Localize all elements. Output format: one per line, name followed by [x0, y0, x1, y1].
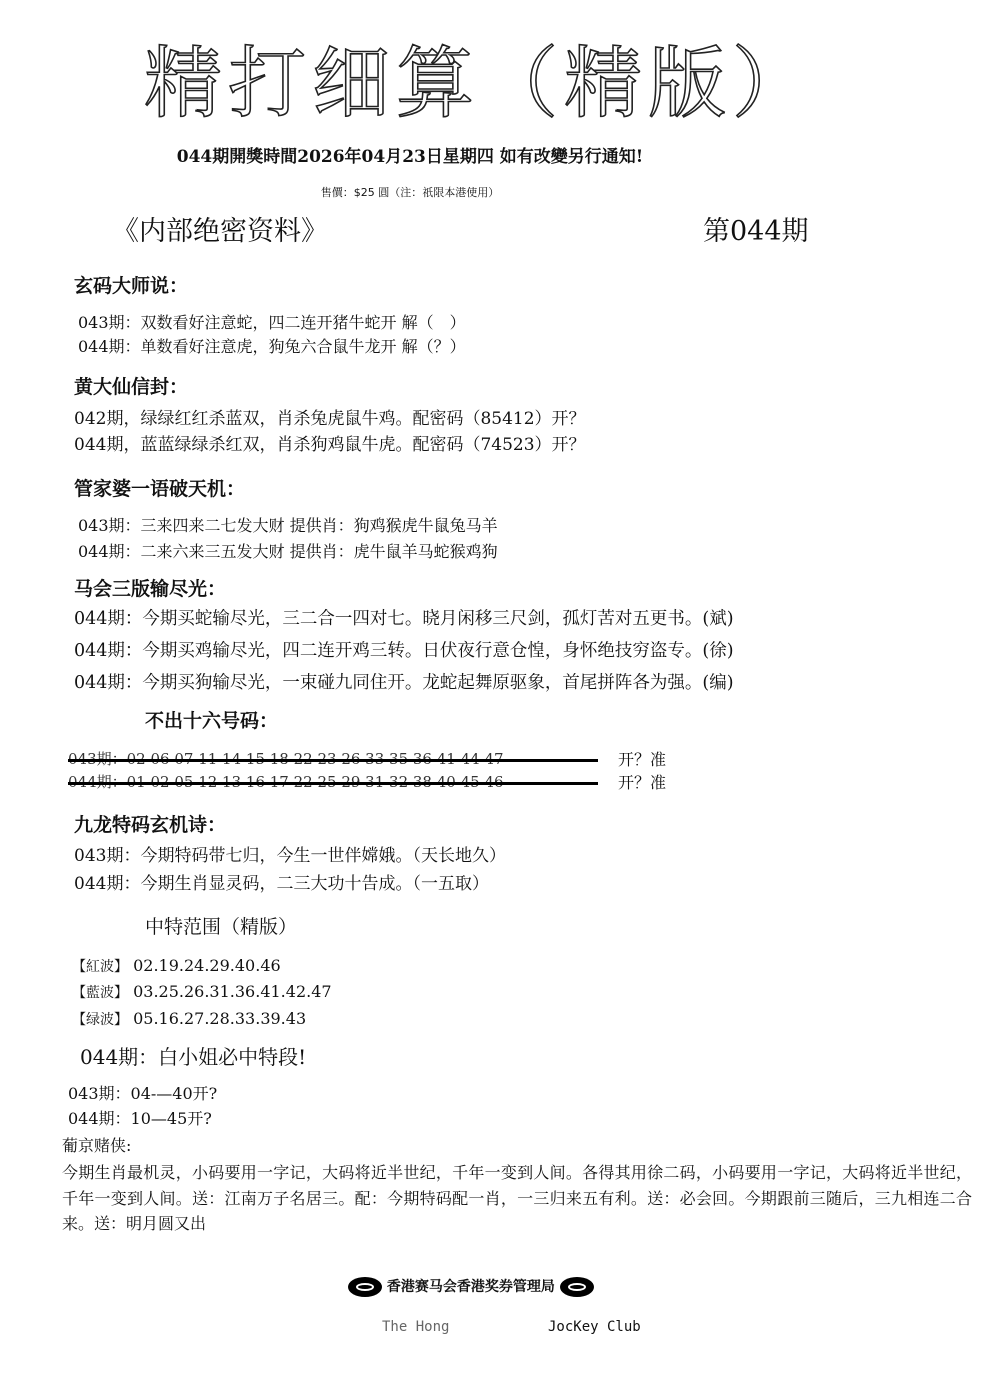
logo-text: 精打细算（精版） [143, 39, 817, 129]
mahui-line: 044期：今期买鸡输尽光，四二连开鸡三转。日伏夜行意仓惶，身怀绝技穷盗专。(徐) [74, 641, 734, 661]
footer-right: JocKey Club [548, 1319, 641, 1335]
xuanma-title: 玄码大师说： [74, 275, 189, 297]
huangdaxian-line: 042期，绿绿红红杀蓝双，肖杀兔虎鼠牛鸡。配密码（85412）开？ [74, 409, 586, 429]
xuanma-line: 044期：单数看好注意虎，狗兔六合鼠牛龙开 解（？） [78, 337, 466, 356]
footer-left: The Hong [382, 1319, 450, 1335]
sixteen-suffix: 开？准 [618, 750, 667, 769]
baixiaojie-title: 044期：白小姐必中特段! [80, 1045, 307, 1069]
jiulong-line: 043期：今期特码带七归，今生一世伴嫦娥。（天长地久） [74, 846, 506, 866]
sixteen-suffix: 开？准 [618, 773, 667, 792]
jockey-club-emblem-icon [348, 1277, 382, 1297]
baixiaojie-line: 044期：10—45开? [68, 1109, 212, 1128]
title-logo [143, 28, 817, 133]
struck-number-line [68, 752, 598, 767]
wave-blue: 【藍波】 03.25.26.31.36.41.42.47 [72, 982, 332, 1001]
wave-green: 【绿波】 05.16.27.28.33.39.43 [72, 1009, 307, 1028]
guanjiapo-title: 管家婆一语破天机： [74, 478, 246, 500]
mahui-line: 044期：今期买狗输尽光，一束碰九同住开。龙蛇起舞原驱象，首尾拼阵各为强。(编) [74, 673, 734, 693]
huangdaxian-line: 044期，蓝蓝绿绿杀红双，肖杀狗鸡鼠牛虎。配密码（74523）开？ [74, 435, 586, 455]
strikethrough-line [68, 759, 598, 762]
strikethrough-line [68, 782, 598, 785]
footer-org: 香港赛马会香港奖券管理局 [348, 1277, 594, 1297]
jiulong-line: 044期：今期生肖显灵码，二三大功十告成。（一五取） [74, 874, 489, 894]
price-note: 售價：$25 圓（注：祇限本港使用） [320, 186, 500, 199]
huangdaxian-title: 黄大仙信封： [74, 376, 189, 398]
baixiaojie-line: 043期：04-—40开? [68, 1084, 218, 1103]
jiulong-title: 九龙特码玄机诗： [74, 814, 227, 836]
issue-number: 第044期 [703, 216, 809, 247]
xuanma-line: 043期：双数看好注意蛇，四二连开猪牛蛇开 解（ ） [78, 313, 466, 332]
range-title: 中特范围（精版） [145, 916, 298, 938]
mahui-line: 044期：今期买蛇输尽光，三二合一四对七。晓月闲移三尺剑，孤灯苦对五更书。(斌) [74, 609, 734, 629]
mahui-title: 马会三版输尽光： [74, 578, 227, 600]
jockey-club-emblem-icon [560, 1277, 594, 1297]
draw-notice: 044期開獎時間2026年04月23日星期四 如有改變另行通知! [176, 147, 644, 167]
struck-number-line [68, 775, 598, 790]
doc-title: 《内部绝密资料》 [112, 216, 328, 247]
wave-red: 【紅波】 02.19.24.29.40.46 [72, 956, 281, 975]
pujing-title: 葡京赌侠: [62, 1136, 132, 1155]
guanjiapo-line: 044期：二来六来三五发大财 提供肖：虎牛鼠羊马蛇猴鸡狗 [78, 542, 498, 561]
guanjiapo-line: 043期：三来四来二七发大财 提供肖：狗鸡猴虎牛鼠兔马羊 [78, 516, 498, 535]
sixteen-title: 不出十六号码： [145, 710, 279, 732]
pujing-text: 今期生肖最机灵，小码要用一字记，大码将近半世纪，千年一变到人间。各得其用徐二码，小码要用一字记，大码将近半世纪，千年一变到人间。送：江南万子名居三。配：今期特码配一肖，一三归来五有利。送：必会回。今期跟前三随后，三九相连二合来。送：明月圆又出 [62, 1163, 972, 1233]
